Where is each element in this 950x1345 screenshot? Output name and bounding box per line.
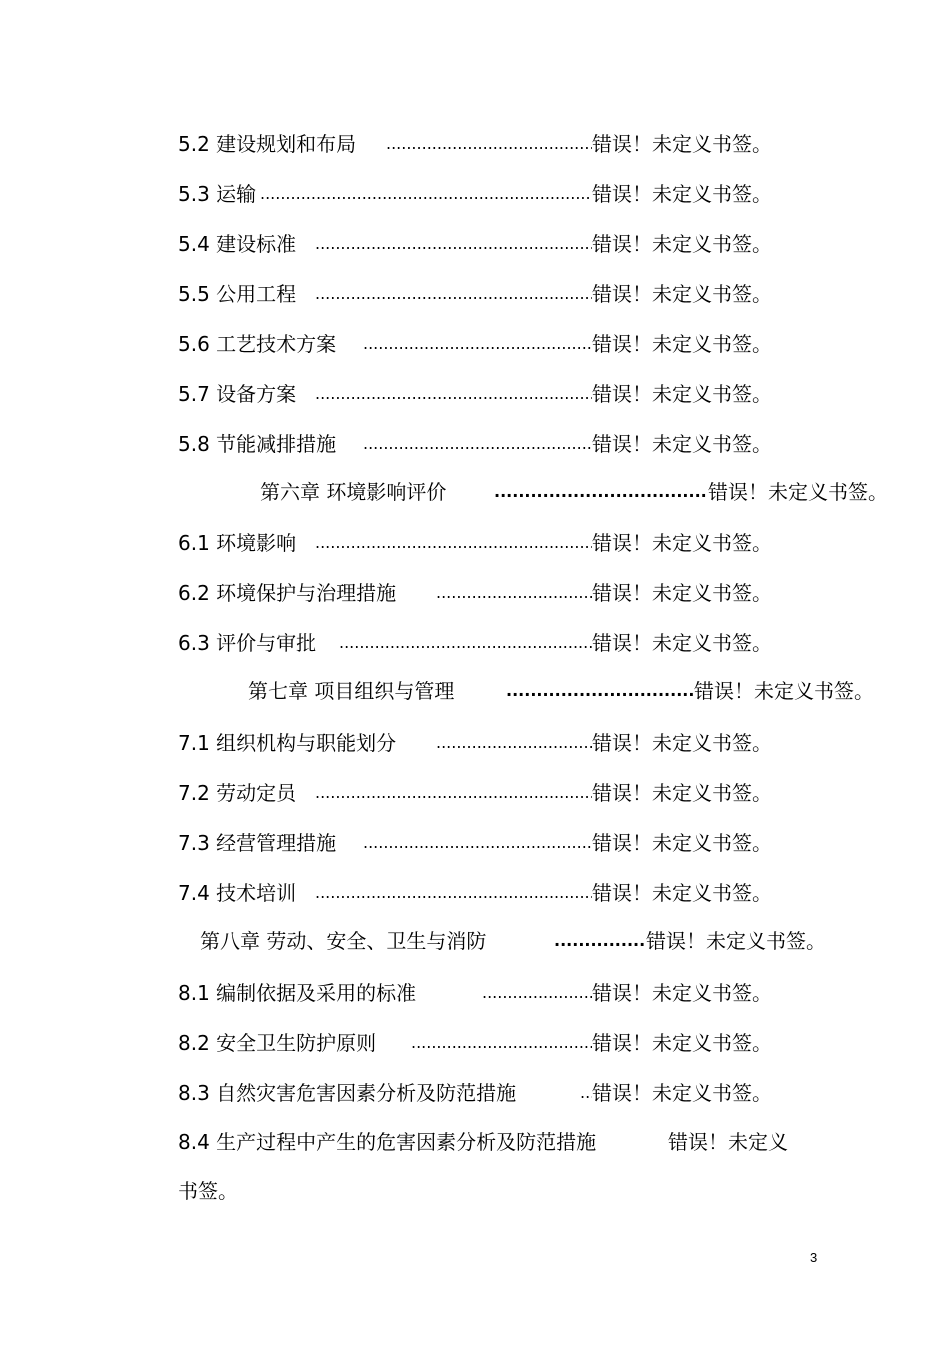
toc-entry-label: 6.2 环境保护与治理措施: [178, 581, 397, 605]
toc-leader-dots: [363, 429, 592, 459]
toc-leader-dots: [315, 229, 592, 259]
toc-leader-dots: [506, 676, 694, 706]
toc-chapter-entry[interactable]: [200, 926, 850, 956]
toc-leader-dots: [315, 778, 592, 808]
toc-entry-page: 错误！未定义书签。: [592, 781, 772, 805]
toc-entry-label: 8.2 安全卫生防护原则: [178, 1031, 377, 1055]
toc-leader-dots: [339, 628, 592, 658]
toc-entry-label: 7.2 劳动定员: [178, 781, 297, 805]
toc-leader-dots: [411, 1028, 592, 1058]
toc-entry[interactable]: [178, 279, 798, 309]
toc-entry-label: 5.3 运输: [178, 182, 257, 206]
toc-entry-page: 错误！未定义书签。: [592, 332, 772, 356]
toc-leader-dots: [386, 129, 592, 159]
toc-entry-page: 错误！未定义书签。: [592, 531, 772, 555]
toc-entry[interactable]: [178, 828, 798, 858]
toc-leader-dots: [260, 179, 592, 209]
toc-entry[interactable]: [178, 1127, 818, 1157]
toc-leader-dots: [315, 528, 592, 558]
toc-entry-label: 6.1 环境影响: [178, 531, 297, 555]
toc-entry-page: 错误！未定义书签。: [646, 929, 826, 953]
toc-entry-label: 5.6 工艺技术方案: [178, 332, 337, 356]
toc-entry-page: 错误！未定义书签。: [694, 679, 874, 703]
toc-entry-page: 错误！未定义书签。: [592, 132, 772, 156]
toc-leader-dots: [315, 878, 592, 908]
toc-entry[interactable]: [178, 778, 798, 808]
page-number: 3: [810, 1250, 818, 1265]
toc-chapter-label: 第八章 劳动、安全、卫生与消防: [200, 929, 487, 953]
toc-chapter-entry[interactable]: [260, 477, 900, 507]
toc-entry-page: 错误！未定义书签。: [592, 881, 772, 905]
toc-entry-continuation: 书签。: [178, 1179, 238, 1203]
toc-entry-label: 7.3 经营管理措施: [178, 831, 337, 855]
toc-leader-dots: [315, 379, 592, 409]
toc-entry-label: 8.3 自然灾害危害因素分析及防范措施: [178, 1081, 517, 1105]
toc-leader-dots: [436, 578, 592, 608]
toc-leader-dots: [363, 828, 592, 858]
toc-entry-page: 错误！未定义书签。: [592, 432, 772, 456]
toc-entry-label: 5.2 建设规划和布局: [178, 132, 357, 156]
toc-entry[interactable]: [178, 628, 798, 658]
toc-entry[interactable]: [178, 578, 798, 608]
toc-entry[interactable]: [178, 179, 798, 209]
toc-chapter-entry[interactable]: [248, 676, 888, 706]
toc-entry-page: 错误！未定义书签。: [708, 480, 888, 504]
toc-entry[interactable]: [178, 1028, 798, 1058]
toc-entry-label: 5.8 节能减排措施: [178, 432, 337, 456]
toc-entry[interactable]: [178, 429, 798, 459]
toc-entry-page: 错误！未定义: [668, 1130, 788, 1154]
toc-entry-page: 错误！未定义书签。: [592, 981, 772, 1005]
toc-entry-page: 错误！未定义书签。: [592, 182, 772, 206]
toc-entry-page: 错误！未定义书签。: [592, 232, 772, 256]
toc-leader-dots: [580, 1078, 592, 1108]
toc-leader-dots: [363, 329, 592, 359]
toc-entry[interactable]: [178, 229, 798, 259]
toc-entry[interactable]: [178, 329, 798, 359]
toc-entry-page: 错误！未定义书签。: [592, 382, 772, 406]
toc-entry[interactable]: [178, 978, 798, 1008]
toc-entry-label: 5.5 公用工程: [178, 282, 297, 306]
toc-entry-page: 错误！未定义书签。: [592, 731, 772, 755]
toc-entry[interactable]: [178, 129, 798, 159]
toc-entry-page: 错误！未定义书签。: [592, 282, 772, 306]
toc-leader-dots: [554, 926, 646, 956]
toc-leader-dots: [494, 477, 708, 507]
toc-leader-dots: [315, 279, 592, 309]
toc-entry-page: 错误！未定义书签。: [592, 1031, 772, 1055]
toc-entry[interactable]: [178, 379, 798, 409]
toc-entry-label: 6.3 评价与审批: [178, 631, 317, 655]
toc-chapter-label: 第六章 环境影响评价: [260, 480, 447, 504]
toc-entry[interactable]: [178, 728, 798, 758]
toc-chapter-label: 第七章 项目组织与管理: [248, 679, 455, 703]
toc-entry-page: 错误！未定义书签。: [592, 1081, 772, 1105]
toc-entry-page: 错误！未定义书签。: [592, 631, 772, 655]
toc-entry[interactable]: [178, 878, 798, 908]
toc-entry-label: 8.1 编制依据及采用的标准: [178, 981, 417, 1005]
toc-entry[interactable]: [178, 1078, 798, 1108]
toc-entry[interactable]: [178, 528, 798, 558]
toc-entry-label: 5.4 建设标准: [178, 232, 297, 256]
toc-entry-page: 错误！未定义书签。: [592, 831, 772, 855]
toc-leader-dots: [436, 728, 592, 758]
toc-entry-label: 7.1 组织机构与职能划分: [178, 731, 397, 755]
toc-entry-label: 5.7 设备方案: [178, 382, 297, 406]
toc-entry-label: 7.4 技术培训: [178, 881, 297, 905]
toc-entry-label: 8.4 生产过程中产生的危害因素分析及防范措施: [178, 1130, 597, 1154]
toc-leader-dots: [482, 978, 592, 1008]
toc-entry-page: 错误！未定义书签。: [592, 581, 772, 605]
